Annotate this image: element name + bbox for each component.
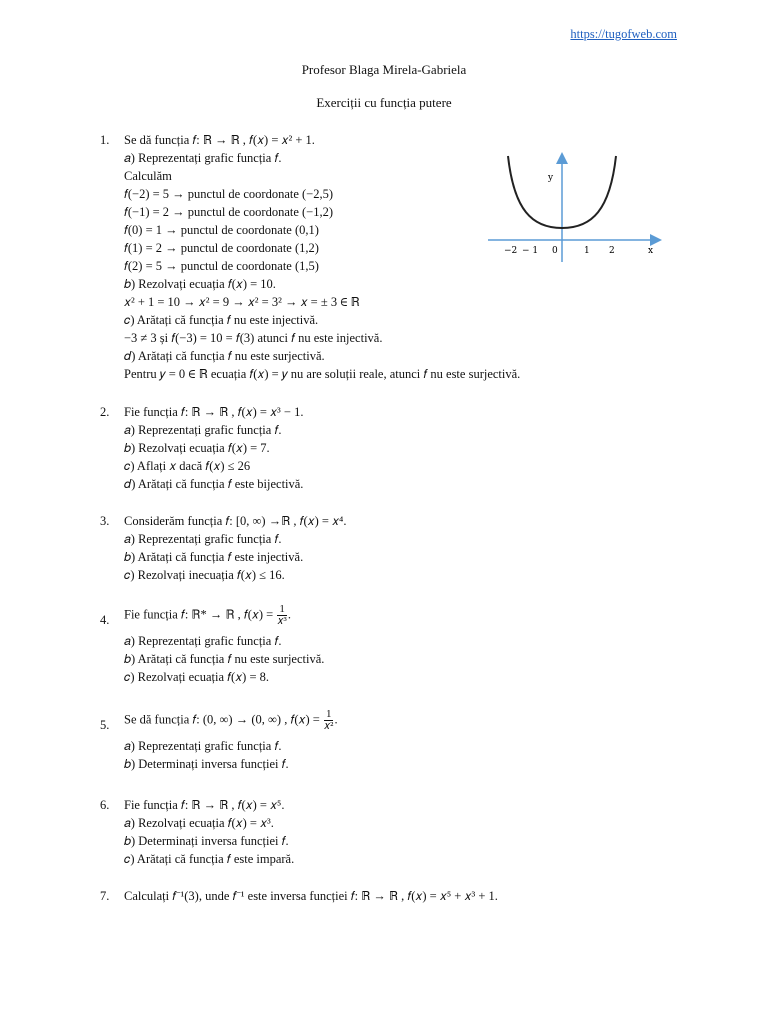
exercise-line: Se dă funcția 𝑓: ℝ → ℝ , 𝑓(𝑥) = 𝑥² + 1. bbox=[124, 133, 315, 147]
exercise-7 bbox=[100, 887, 498, 905]
exercise-line: Considerăm funcția 𝑓: [0, ∞) →ℝ , 𝑓(𝑥) = 𝑥⁴. bbox=[124, 514, 347, 528]
tick-label: 1 bbox=[584, 246, 590, 256]
heading-text: Fie funcția 𝑓: ℝ* → ℝ , 𝑓(𝑥) = bbox=[124, 607, 277, 622]
exercise-line: 𝑓(2) = 5 → punctul de coordonate (1,5) bbox=[124, 259, 319, 273]
exercise-number: 5. bbox=[100, 718, 110, 732]
exercise-4 bbox=[100, 604, 324, 686]
heading-text: Se dă funcția 𝑓: (0, ∞) → (0, ∞) , 𝑓(𝑥) = bbox=[124, 712, 323, 727]
exercise-line: 𝑎) Reprezentați grafic funcția 𝑓. bbox=[124, 739, 282, 753]
exercise-line: 𝑑) Arătați că funcția 𝑓 este bijectivă. bbox=[124, 477, 304, 491]
exercise-line: 𝑏) Rezolvați ecuația 𝑓(𝑥) = 10. bbox=[124, 277, 276, 291]
exercise-2 bbox=[100, 403, 303, 493]
exercise-line: 𝑓(−2) = 5 → punctul de coordonate (−2,5) bbox=[124, 187, 334, 201]
exercise-number: 1. bbox=[100, 133, 110, 147]
exercise-line: 𝑓(0) = 1 → punctul de coordonate (0,1) bbox=[124, 223, 319, 237]
fraction: $\frac{1}{\text{𝑥³}}$ bbox=[277, 603, 287, 627]
exercise-number: 6. bbox=[100, 798, 110, 812]
exercise-line: 𝑐) Aflați 𝑥 dacă 𝑓(𝑥) ≤ 26 bbox=[124, 459, 251, 473]
tick-label: 2 bbox=[609, 246, 615, 256]
exercise-line: 𝑏) Determinați inversa funcției 𝑓. bbox=[124, 834, 289, 848]
exercise-line: −3 ≠ 3 și 𝑓(−3) = 10 = 𝑓(3) atunci 𝑓 nu este injectivă. bbox=[124, 331, 383, 345]
exercise-line: 𝑓(1) = 2 → punctul de coordonate (1,2) bbox=[124, 241, 319, 255]
exercise-1 bbox=[100, 131, 520, 383]
exercise-line: 𝑎) Reprezentați grafic funcția 𝑓. bbox=[124, 634, 282, 648]
x-axis-label: x bbox=[648, 246, 654, 256]
exercise-line: 𝑏) Determinați inversa funcției 𝑓. bbox=[124, 757, 289, 771]
exercise-line: 𝑐) Rezolvați inecuația 𝑓(𝑥) ≤ 16. bbox=[124, 568, 285, 582]
exercise-line: 𝑎) Reprezentați grafic funcția 𝑓. bbox=[124, 423, 282, 437]
tick-label: −2 bbox=[504, 246, 518, 256]
exercise-line: 𝑥² + 1 = 10 → 𝑥² = 9 → 𝑥² = 3² → 𝑥 = ± 3 ∈ ℝ bbox=[124, 295, 360, 309]
author-line: Profesor Blaga Mirela-Gabriela bbox=[301, 62, 467, 77]
exercise-line: 𝑏) Arătați că funcția 𝑓 nu este surjectivă. bbox=[124, 652, 325, 666]
exercise-number: 2. bbox=[100, 405, 110, 419]
tick-label: 0 bbox=[552, 246, 558, 256]
fraction: $\frac{1}{\text{𝑥²}}$ bbox=[323, 708, 334, 732]
exercise-line: 𝑏) Arătați că funcția 𝑓 este injectivă. bbox=[124, 550, 304, 564]
exercise-line: Pentru 𝑦 = 0 ∈ ℝ ecuația 𝑓(𝑥) = 𝑦 nu are soluții reale, atunci 𝑓 nu este surjectivă. bbox=[124, 367, 521, 381]
exercise-line: 𝑓(−1) = 2 → punctul de coordonate (−1,2) bbox=[124, 205, 334, 219]
exercise-heading: Fie funcția 𝑓: ℝ* → ℝ , 𝑓(𝑥) = $\frac{1}{\text{𝑥³}}$ . bbox=[124, 603, 291, 627]
exercise-line: 𝑐) Arătați că funcția 𝑓 nu este injectivă. bbox=[124, 313, 319, 327]
exercise-line: Fie funcția 𝑓: ℝ → ℝ , 𝑓(𝑥) = 𝑥⁵. bbox=[124, 798, 285, 812]
parabola-graph bbox=[486, 150, 662, 264]
exercise-line: 𝑎) Reprezentați grafic funcția 𝑓. bbox=[124, 532, 282, 546]
tick-label: − 1 bbox=[522, 246, 539, 256]
exercise-line: Fie funcția 𝑓: ℝ → ℝ , 𝑓(𝑥) = 𝑥³ − 1. bbox=[124, 405, 304, 419]
exercise-line: 𝑎) Reprezentați grafic funcția 𝑓. bbox=[124, 151, 282, 165]
exercise-3 bbox=[100, 512, 347, 584]
exercise-line: 𝑐) Rezolvați ecuația 𝑓(𝑥) = 8. bbox=[124, 670, 270, 684]
exercise-number: 7. bbox=[100, 889, 110, 903]
exercise-line: Calculați 𝑓⁻¹(3), unde 𝑓⁻¹ este inversa funcției 𝑓: ℝ → ℝ , 𝑓(𝑥) = 𝑥⁵ + 𝑥³ + 1. bbox=[124, 889, 498, 903]
exercise-line: Calculăm bbox=[124, 169, 172, 183]
exercise-line: 𝑐) Arătați că funcția 𝑓 este impară. bbox=[124, 852, 295, 866]
exercise-line: 𝑑) Arătați că funcția 𝑓 nu este surjectivă. bbox=[124, 349, 325, 363]
website-link[interactable]: https://tugofweb.com bbox=[570, 27, 677, 41]
exercise-number: 3. bbox=[100, 514, 110, 528]
exercise-6 bbox=[100, 796, 294, 868]
page-title: Exerciții cu funcția putere bbox=[316, 95, 452, 110]
y-axis-label: y bbox=[548, 173, 554, 183]
exercise-number: 4. bbox=[100, 613, 110, 627]
exercise-line: 𝑏) Rezolvați ecuația 𝑓(𝑥) = 7. bbox=[124, 441, 270, 455]
exercise-5 bbox=[100, 709, 338, 773]
exercise-heading: Se dă funcția 𝑓: (0, ∞) → (0, ∞) , 𝑓(𝑥) = $\frac{1}{\text{𝑥²}}$ . bbox=[124, 708, 338, 732]
exercise-line: 𝑎) Rezolvați ecuația 𝑓(𝑥) = 𝑥³. bbox=[124, 816, 274, 830]
